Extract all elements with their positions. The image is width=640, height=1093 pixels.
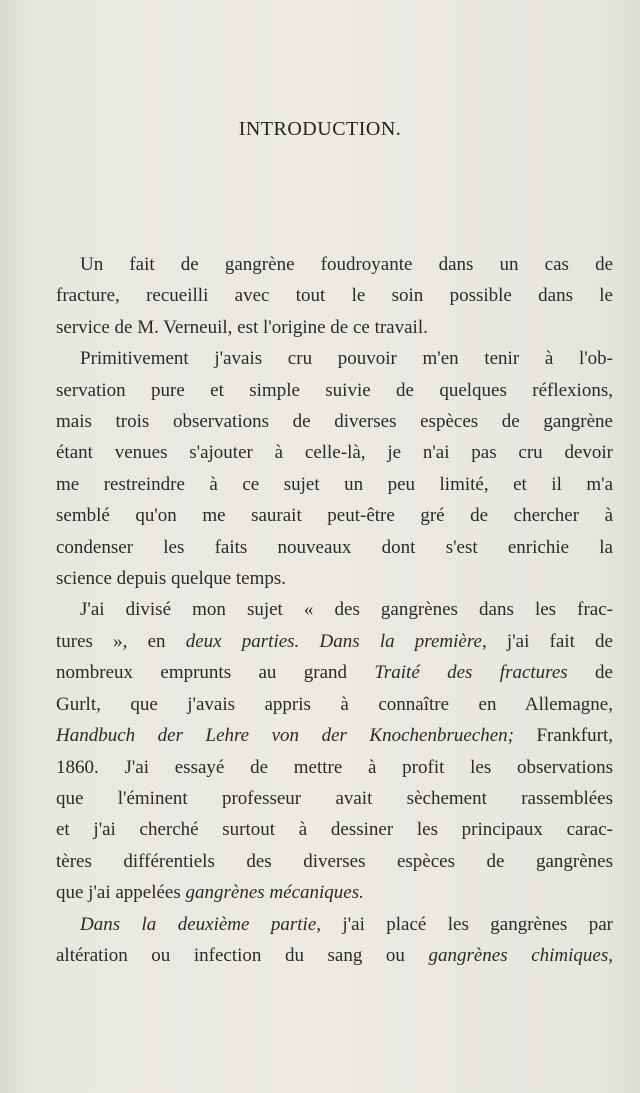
text-line xyxy=(56,940,613,971)
text-line xyxy=(56,343,613,374)
page-title: INTRODUCTION. xyxy=(238,118,402,140)
text-line xyxy=(56,814,613,845)
text-line xyxy=(56,783,613,814)
text-run: nombreux emprunts au grand xyxy=(56,662,375,684)
text-run: 1860. J'ai essayé de mettre à profit les observations xyxy=(56,756,613,778)
text-line xyxy=(56,563,613,594)
text-line xyxy=(56,500,613,531)
text-line xyxy=(56,249,613,280)
text-run: étant venues s'ajouter à celle-là, je n'ai pas cru devoir xyxy=(56,442,613,464)
text-run: que l'éminent professeur avait sèchement rassemblées xyxy=(56,787,613,809)
italic-text: Handbuch der Lehre von der Knochenbruechen; xyxy=(56,725,514,747)
italic-text: Dans la deuxième partie, xyxy=(80,913,322,935)
text-run: fracture, recueilli avec tout le soin possible dans le xyxy=(56,285,613,307)
italic-text: Traité des fractures xyxy=(374,662,568,684)
text-line xyxy=(56,752,613,783)
text-line xyxy=(56,720,613,751)
text-run: j'ai fait de xyxy=(486,630,613,652)
text-run: me restreindre à ce sujet un peu limité, et il m'a xyxy=(56,473,613,495)
italic-text: deux parties. Dans la première, xyxy=(185,630,487,652)
body-text xyxy=(56,249,613,971)
text-line xyxy=(56,406,613,437)
text-run: Primitivement j'avais cru pouvoir m'en tenir à l'ob- xyxy=(80,348,613,370)
text-run: tères différentiels des diverses espèces de gangrènes xyxy=(56,850,613,872)
text-line xyxy=(56,532,613,563)
text-line xyxy=(56,689,613,720)
text-run: Un fait de gangrène foudroyante dans un cas de xyxy=(80,254,613,275)
text-run: Gurlt, que j'avais appris à connaître en Allemagne, xyxy=(56,693,613,715)
text-run: mais trois observations de diverses espèces de gangrène xyxy=(56,411,613,433)
text-line xyxy=(56,469,613,500)
text-line xyxy=(56,594,613,625)
text-line xyxy=(56,280,613,311)
text-run: altération ou infection du sang ou xyxy=(56,944,429,966)
text-line xyxy=(56,312,613,343)
text-line xyxy=(56,437,613,468)
text-run: tures », en xyxy=(56,630,186,652)
text-run: condenser les faits nouveaux dont s'est enrichie la xyxy=(56,536,613,558)
italic-text: gangrènes chimiques, xyxy=(428,944,613,966)
text-run: que j'ai appelées xyxy=(56,882,186,904)
text-run: service de M. Verneuil, est l'origine de ce travail. xyxy=(56,316,428,338)
text-run: science depuis quelque temps. xyxy=(56,568,287,590)
text-run: j'ai placé les gangrènes par xyxy=(321,913,613,935)
text-line xyxy=(56,626,613,657)
text-run: semblé qu'on me saurait peut-être gré de chercher à xyxy=(56,505,613,527)
italic-text: gangrènes mécaniques. xyxy=(185,882,364,904)
text-line xyxy=(56,375,613,406)
text-run: de xyxy=(567,662,613,684)
text-run: servation pure et simple suivie de quelques réflexions, xyxy=(56,379,613,401)
text-line xyxy=(56,846,613,877)
text-run: Frankfurt, xyxy=(513,725,613,747)
text-run: et j'ai cherché surtout à dessiner les principaux carac- xyxy=(56,819,613,841)
text-run: J'ai divisé mon sujet « des gangrènes dans les frac- xyxy=(80,599,613,621)
text-line xyxy=(56,909,613,940)
text-line xyxy=(56,657,613,688)
text-line xyxy=(56,877,613,908)
